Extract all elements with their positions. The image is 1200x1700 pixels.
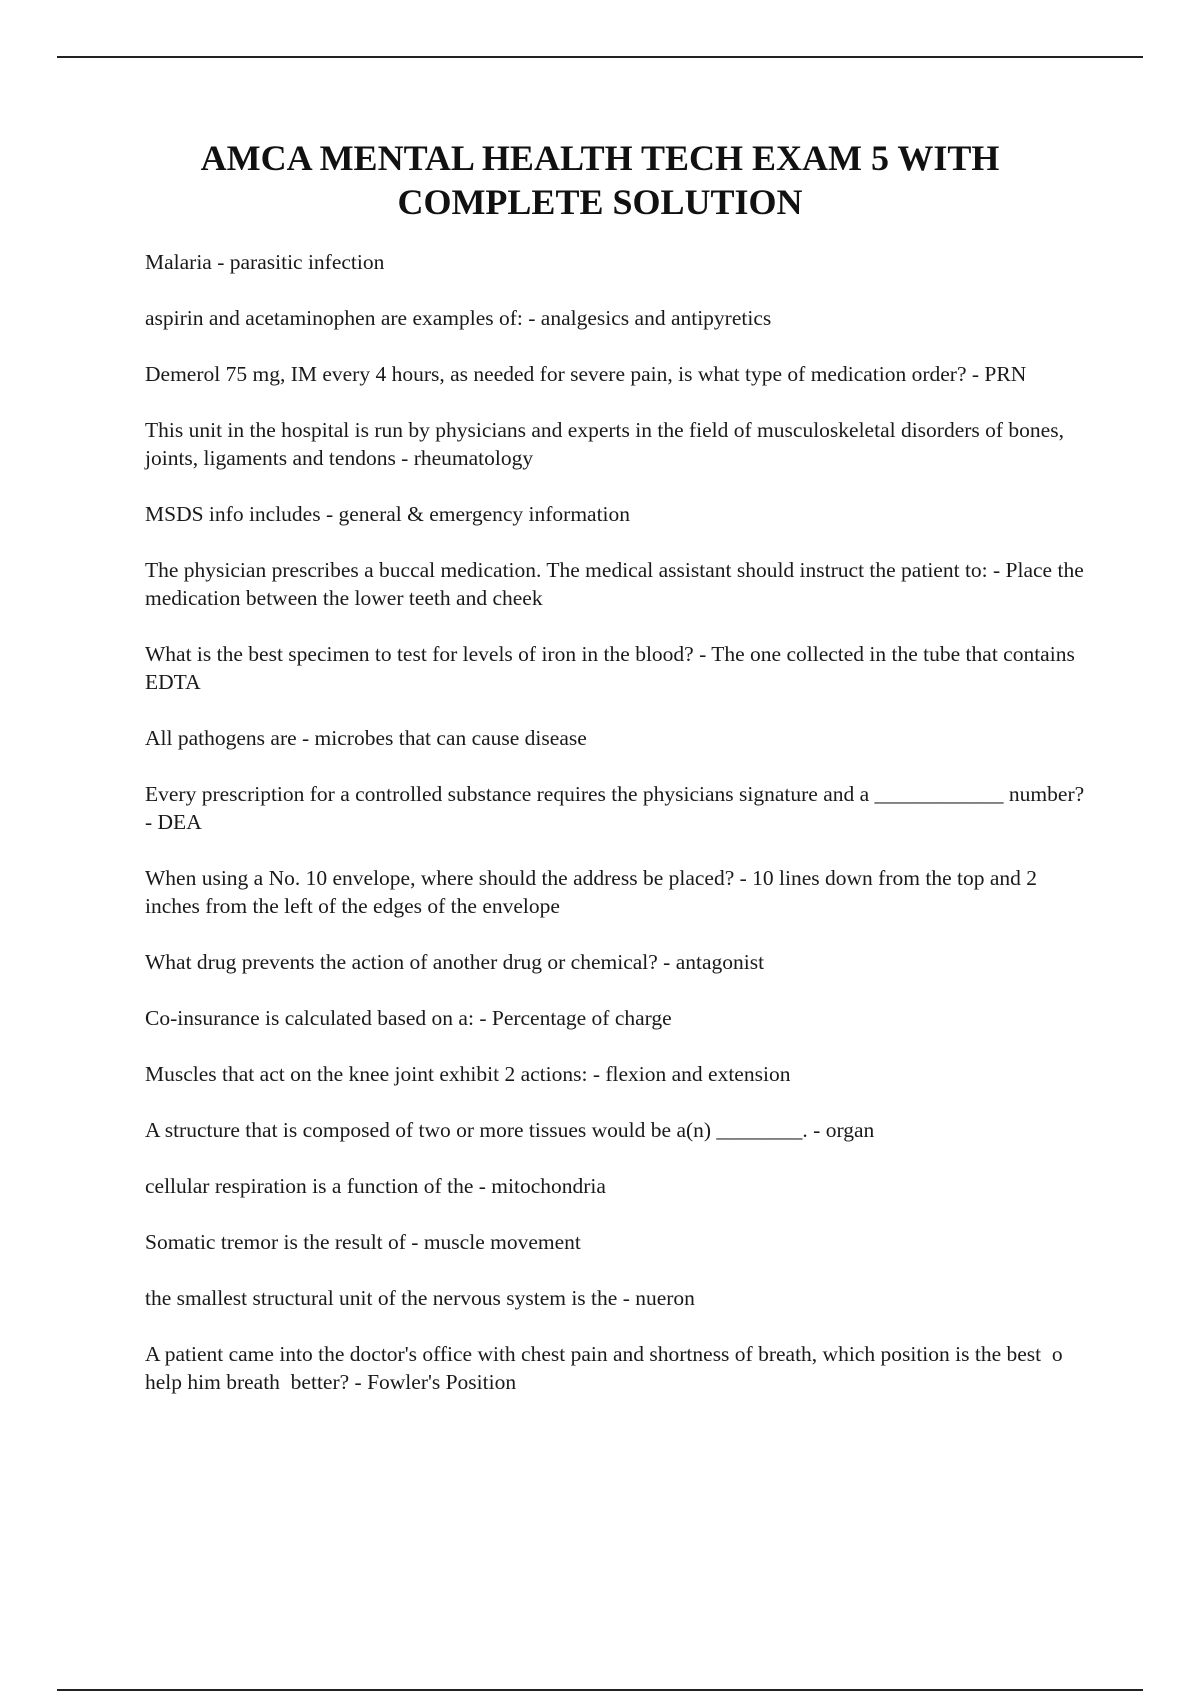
bottom-rule [57, 1689, 1143, 1691]
qa-item: Muscles that act on the knee joint exhibit 2 actions: - flexion and extension [145, 1062, 791, 1086]
qa-item: Demerol 75 mg, IM every 4 hours, as needed for severe pain, is what type of medication order? - PRN [145, 362, 1027, 386]
question-answer-list [145, 248, 1095, 1424]
qa-item: All pathogens are - microbes that can cause disease [145, 726, 587, 750]
document-title [100, 136, 1100, 224]
top-rule [57, 56, 1143, 58]
title-line-2: COMPLETE SOLUTION [397, 182, 803, 222]
qa-item: What is the best specimen to test for levels of iron in the blood? - The one collected in the tube that contains EDTA [145, 642, 1081, 694]
qa-item: A patient came into the doctor's office with chest pain and shortness of breath, which position is the best o help him breath better? - Fowler's Position [145, 1342, 1068, 1394]
qa-item: This unit in the hospital is run by physicians and experts in the field of musculoskeletal disorders of bones, joints, ligaments and tendons - rheumatology [145, 418, 1070, 470]
qa-item: cellular respiration is a function of the - mitochondria [145, 1174, 606, 1198]
qa-item: Malaria - parasitic infection [145, 250, 385, 274]
qa-item: What drug prevents the action of another drug or chemical? - antagonist [145, 950, 765, 974]
qa-item: When using a No. 10 envelope, where should the address be placed? - 10 lines down from the top and 2 inches from the left of the edges of the envelope [145, 866, 1043, 918]
qa-item: the smallest structural unit of the nervous system is the - nueron [145, 1286, 695, 1310]
title-line-1: AMCA MENTAL HEALTH TECH EXAM 5 WITH [200, 138, 1000, 178]
qa-item: aspirin and acetaminophen are examples of: - analgesics and antipyretics [145, 306, 772, 330]
qa-item: A structure that is composed of two or more tissues would be a(n) ________. - organ [145, 1118, 875, 1142]
qa-item: Co-insurance is calculated based on a: - Percentage of charge [145, 1006, 672, 1030]
qa-item: MSDS info includes - general & emergency information [145, 502, 631, 526]
qa-item: The physician prescribes a buccal medication. The medical assistant should instruct the patient to: - Place the medication between the lower teeth and cheek [145, 558, 1090, 610]
qa-item: Somatic tremor is the result of - muscle movement [145, 1230, 581, 1254]
qa-item: Every prescription for a controlled substance requires the physicians signature and a ____________ number? - DEA [145, 782, 1090, 834]
